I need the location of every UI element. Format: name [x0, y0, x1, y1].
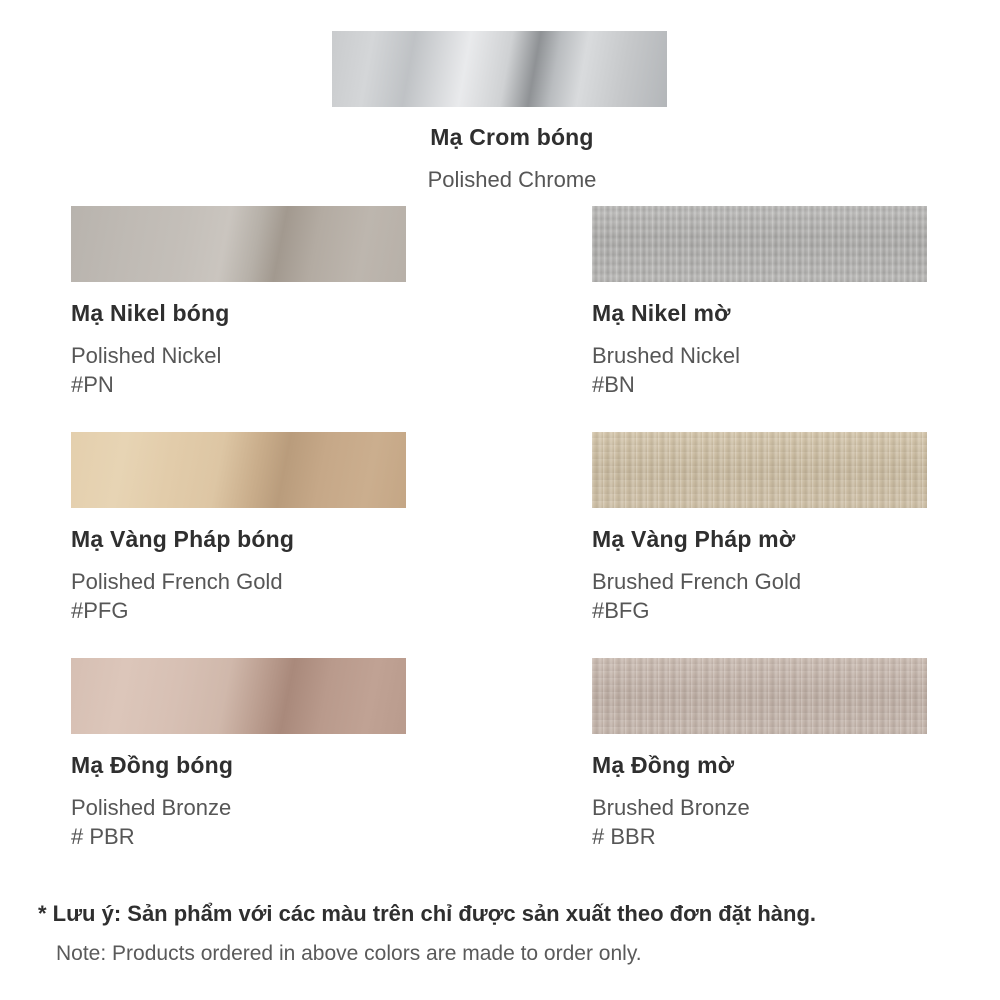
finish-name-vi: Mạ Vàng Pháp mờ [592, 526, 796, 552]
footer-note-en: Note: Products ordered in above colors are made to order only. [56, 941, 642, 965]
finish-code: #PFG [71, 598, 129, 624]
finish-item-polished-french-gold [71, 432, 471, 625]
finish-name-en: Brushed French Gold [592, 568, 802, 594]
finish-name-en: Polished French Gold [71, 568, 283, 594]
polished-nickel-swatch [71, 206, 406, 282]
brushed-nickel-swatch [592, 206, 927, 282]
polished-french-gold-swatch [71, 432, 406, 508]
finish-name-en: Polished Nickel [71, 342, 222, 368]
finish-grid [0, 206, 1000, 884]
finish-name-en: Polished Bronze [71, 794, 232, 820]
finish-code: #BFG [592, 598, 650, 624]
finish-name-vi: Mạ Vàng Pháp bóng [71, 526, 295, 552]
finish-item-polished-nickel [71, 206, 471, 399]
finish-name-en: Brushed Nickel [592, 342, 740, 368]
finish-name-vi: Mạ Nikel bóng [71, 300, 230, 326]
finish-name-en: Brushed Bronze [592, 794, 750, 820]
finish-code: #PN [71, 372, 114, 398]
finish-name-vi: Mạ Crom bóng [430, 124, 594, 150]
polished-bronze-swatch [71, 658, 406, 734]
finish-code: # PBR [71, 824, 135, 850]
finish-row [0, 432, 1000, 658]
finish-item-brushed-nickel [592, 206, 992, 399]
finish-item-brushed-french-gold [592, 432, 992, 625]
footer-note-vi: * Lưu ý: Sản phẩm với các màu trên chỉ được sản xuất theo đơn đặt hàng. [38, 901, 817, 926]
finish-code: #BN [592, 372, 635, 398]
finish-row [0, 658, 1000, 884]
finish-item-brushed-bronze [592, 658, 992, 851]
finish-name-vi: Mạ Đồng bóng [71, 752, 234, 778]
finish-name-vi: Mạ Nikel mờ [592, 300, 731, 326]
finish-code: # BBR [592, 824, 656, 850]
polished-chrome-swatch [332, 31, 667, 107]
footer-note [38, 900, 968, 967]
featured-finish [332, 31, 692, 193]
finish-name-vi: Mạ Đồng mờ [592, 752, 735, 778]
brushed-french-gold-swatch [592, 432, 927, 508]
finish-item-polished-bronze [71, 658, 471, 851]
brushed-bronze-swatch [592, 658, 927, 734]
finish-row [0, 206, 1000, 432]
finish-name-en: Polished Chrome [427, 166, 597, 192]
